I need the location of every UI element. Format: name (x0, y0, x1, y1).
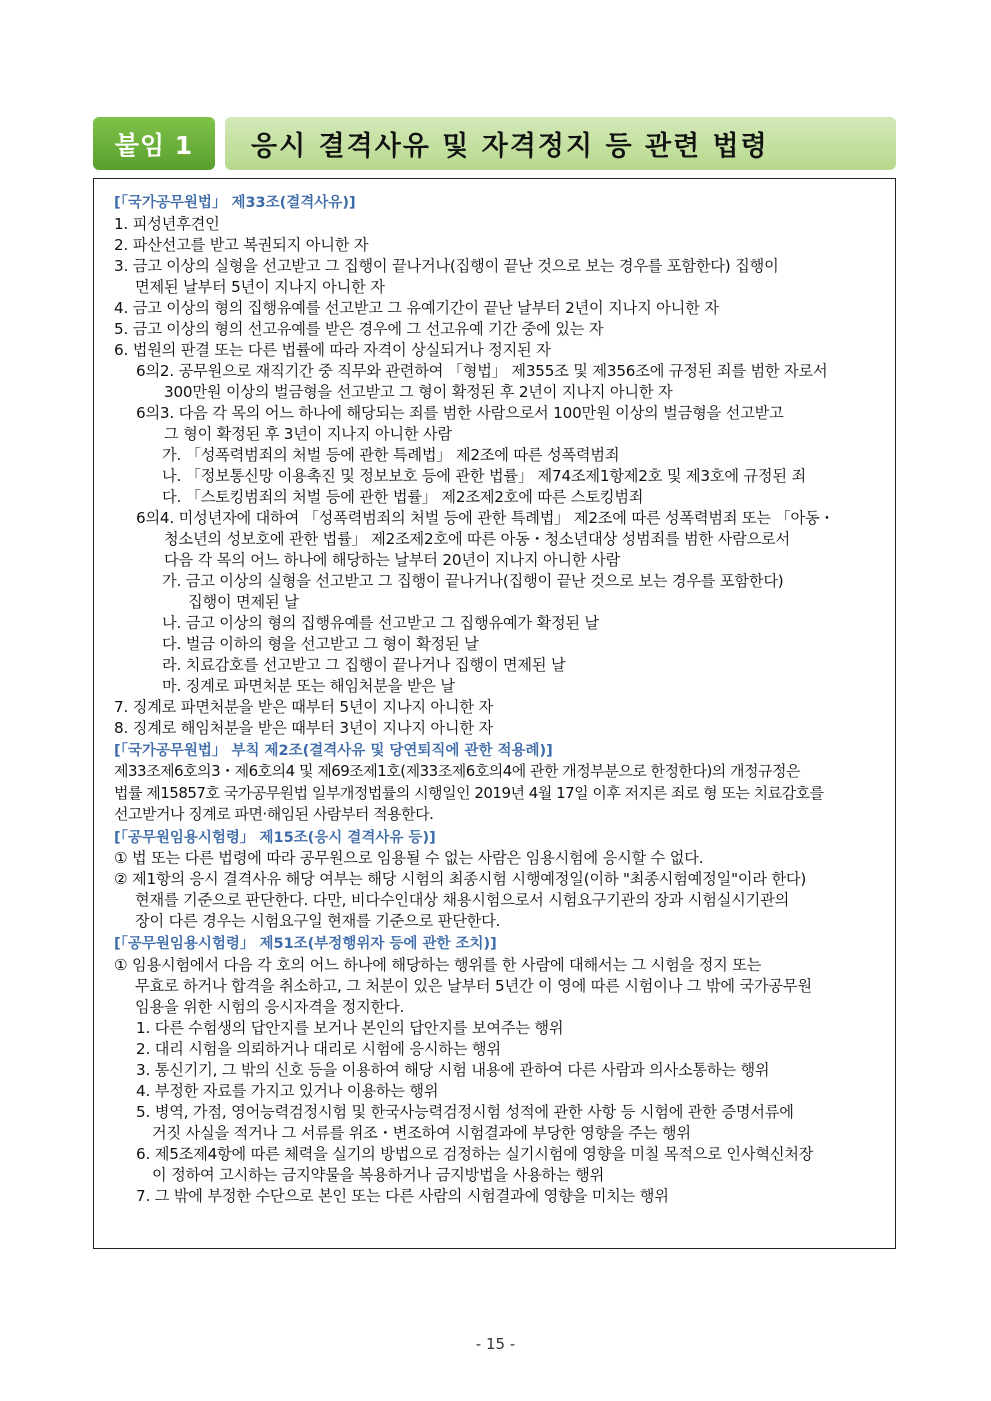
list-item: 6. 법원의 판결 또는 다른 법률에 따라 자격이 상실되거나 정지된 자 (114, 340, 551, 359)
sub-item: 라. 치료감호를 선고받고 그 집행이 끝나거나 집행이 면제된 날 (162, 655, 566, 674)
list-item-continued: 그 형이 확정된 후 3년이 지나지 아니한 사람 (164, 424, 452, 443)
sub-item: 6. 제5조제4항에 따른 체력을 실기의 방법으로 검정하는 실기시험에 영향을 미칠 목적으로 인사혁신처장 (136, 1144, 814, 1163)
sub-item-continued: 집행이 면제된 날 (188, 592, 299, 611)
sub-item: 다. 「스토킹범죄의 처벌 등에 관한 법률」 제2조제2호에 따른 스토킹범죄 (162, 487, 644, 506)
sub-item: 가. 「성폭력범죄의 처벌 등에 관한 특례법」 제2조에 따른 성폭력범죄 (162, 445, 620, 464)
page-title: 응시 결격사유 및 자격정지 등 관련 법령 (225, 117, 896, 170)
sub-item: 다. 벌금 이하의 형을 선고받고 그 형이 확정된 날 (162, 634, 479, 653)
list-item-continued: 면제된 날부터 5년이 지나지 아니한 자 (135, 277, 385, 296)
list-item: 2. 파산선고를 받고 복권되지 아니한 자 (114, 235, 369, 254)
list-item-continued: 무효로 하거나 합격을 취소하고, 그 처분이 있은 날부터 5년간 이 영에 따른 시험이나 그 밖에 국가공무원 (135, 976, 812, 995)
sub-item: 나. 「정보통신망 이용촉진 및 정보보호 등에 관한 법률」 제74조제1항제2호 및 제3호에 규정된 죄 (162, 466, 806, 485)
list-item: 1. 피성년후견인 (114, 214, 220, 233)
list-item-continued: 300만원 이상의 벌금형을 선고받고 그 형이 확정된 후 2년이 지나지 아니한 자 (164, 382, 673, 401)
list-item: 3. 금고 이상의 실형을 선고받고 그 집행이 끝나거나(집행이 끝난 것으로 보는 경우를 포함한다) 집행이 (114, 256, 779, 275)
paragraph-line: 선고받거나 징계로 파면·해임된 사람부터 적용한다. (114, 805, 434, 824)
list-item-continued: 장이 다른 경우는 시험요구일 현재를 기준으로 판단한다. (135, 912, 501, 931)
sub-item: 4. 부정한 자료를 가지고 있거나 이용하는 행위 (136, 1081, 439, 1100)
section-heading: [「공무원임용시험령」 제51조(부정행위자 등에 관한 조치)] (114, 936, 497, 953)
list-item: ② 제1항의 응시 결격사유 해당 여부는 해당 시험의 최종시험 시행예정일(이하 "최종시험예정일"이라 한다) (114, 870, 807, 889)
sub-item: 가. 금고 이상의 실형을 선고받고 그 집행이 끝나거나(집행이 끝난 것으로 보는 경우를 포함한다) (162, 571, 784, 590)
list-item-continued: 청소년의 성보호에 관한 법률」 제2조제2호에 따른 아동・청소년대상 성범죄를 범한 사람으로서 (164, 529, 790, 548)
list-item-continued: 다음 각 목의 어느 하나에 해당하는 날부터 20년이 지나지 아니한 사람 (164, 550, 620, 569)
list-item: 7. 징계로 파면처분을 받은 때부터 5년이 지나지 아니한 자 (114, 697, 493, 716)
sub-item: 3. 통신기기, 그 밖의 신호 등을 이용하여 해당 시험 내용에 관하여 다른 사람과 의사소통하는 행위 (136, 1060, 770, 1079)
page-number: - 15 - (475, 1335, 516, 1353)
list-item: 8. 징계로 해임처분을 받은 때부터 3년이 지나지 아니한 자 (114, 718, 493, 737)
paragraph-line: 제33조제6호의3・제6호의4 및 제69조제1호(제33조제6호의4에 관한 개정부분으로 한정한다)의 개정규정은 (114, 762, 801, 781)
sub-item-continued: 거짓 사실을 적거나 그 서류를 위조・변조하여 시험결과에 부당한 영향을 주는 행위 (152, 1123, 691, 1142)
list-item: 6의4. 미성년자에 대하여 「성폭력범죄의 처벌 등에 관한 특례법」 제2조에 따른 성폭력범죄 또는 「아동・ (136, 508, 835, 527)
sub-item-continued: 이 정하여 고시하는 금지약물을 복용하거나 금지방법을 사용하는 행위 (152, 1165, 605, 1184)
list-item-continued: 현재를 기준으로 판단한다. 다만, 비다수인대상 채용시험으로서 시험요구기관의 장과 시험실시기관의 (135, 891, 790, 910)
section-heading: [「국가공무원법」 제33조(결격사유)] (114, 195, 356, 211)
list-item-continued: 임용을 위한 시험의 응시자격을 정지한다. (135, 997, 405, 1016)
sub-item: 나. 금고 이상의 형의 집행유예를 선고받고 그 집행유예가 확정된 날 (162, 613, 599, 632)
section-heading: [「국가공무원법」 부칙 제2조(결격사유 및 당연퇴직에 관한 적용례)] (114, 742, 553, 759)
list-item: 6의3. 다음 각 목의 어느 하나에 해당되는 죄를 범한 사람으로서 100만원 이상의 벌금형을 선고받고 (136, 403, 784, 422)
sub-item: 2. 대리 시험을 의뢰하거나 대리로 시험에 응시하는 행위 (136, 1039, 501, 1058)
paragraph-line: 법률 제15857호 국가공무원법 일부개정법률의 시행일인 2019년 4월 17일 이후 저지른 죄로 형 또는 치료감호를 (114, 783, 824, 802)
list-item: 6의2. 공무원으로 재직기간 중 직무와 관련하여 「형법」 제355조 및 제356조에 규정된 죄를 범한 자로서 (136, 361, 828, 380)
list-item: 5. 금고 이상의 형의 선고유예를 받은 경우에 그 선고유예 기간 중에 있는 자 (114, 319, 604, 338)
sub-item: 1. 다른 수험생의 답안지를 보거나 본인의 답안지를 보여주는 행위 (136, 1018, 564, 1037)
sub-item: 5. 병역, 가점, 영어능력검정시험 및 한국사능력검정시험 성적에 관한 사항 등 시험에 관한 증명서류에 (136, 1102, 794, 1121)
list-item: 4. 금고 이상의 형의 집행유예를 선고받고 그 유예기간이 끝난 날부터 2년이 지나지 아니한 자 (114, 298, 719, 317)
section-header (93, 117, 896, 170)
sub-item: 7. 그 밖에 부정한 수단으로 본인 또는 다른 사람의 시험결과에 영향을 미치는 행위 (136, 1186, 669, 1205)
attachment-badge: 붙임 1 (93, 117, 215, 170)
list-item: ① 임용시험에서 다음 각 호의 어느 하나에 해당하는 행위를 한 사람에 대해서는 그 시험을 정지 또는 (114, 955, 762, 974)
sub-item: 마. 징계로 파면처분 또는 해임처분을 받은 날 (162, 676, 455, 695)
section-heading: [「공무원임용시험령」 제15조(응시 결격사유 등)] (114, 829, 436, 846)
list-item: ① 법 또는 다른 법령에 따라 공무원으로 임용될 수 없는 사람은 임용시험에 응시할 수 없다. (114, 849, 704, 868)
law-content-box (93, 178, 896, 1249)
